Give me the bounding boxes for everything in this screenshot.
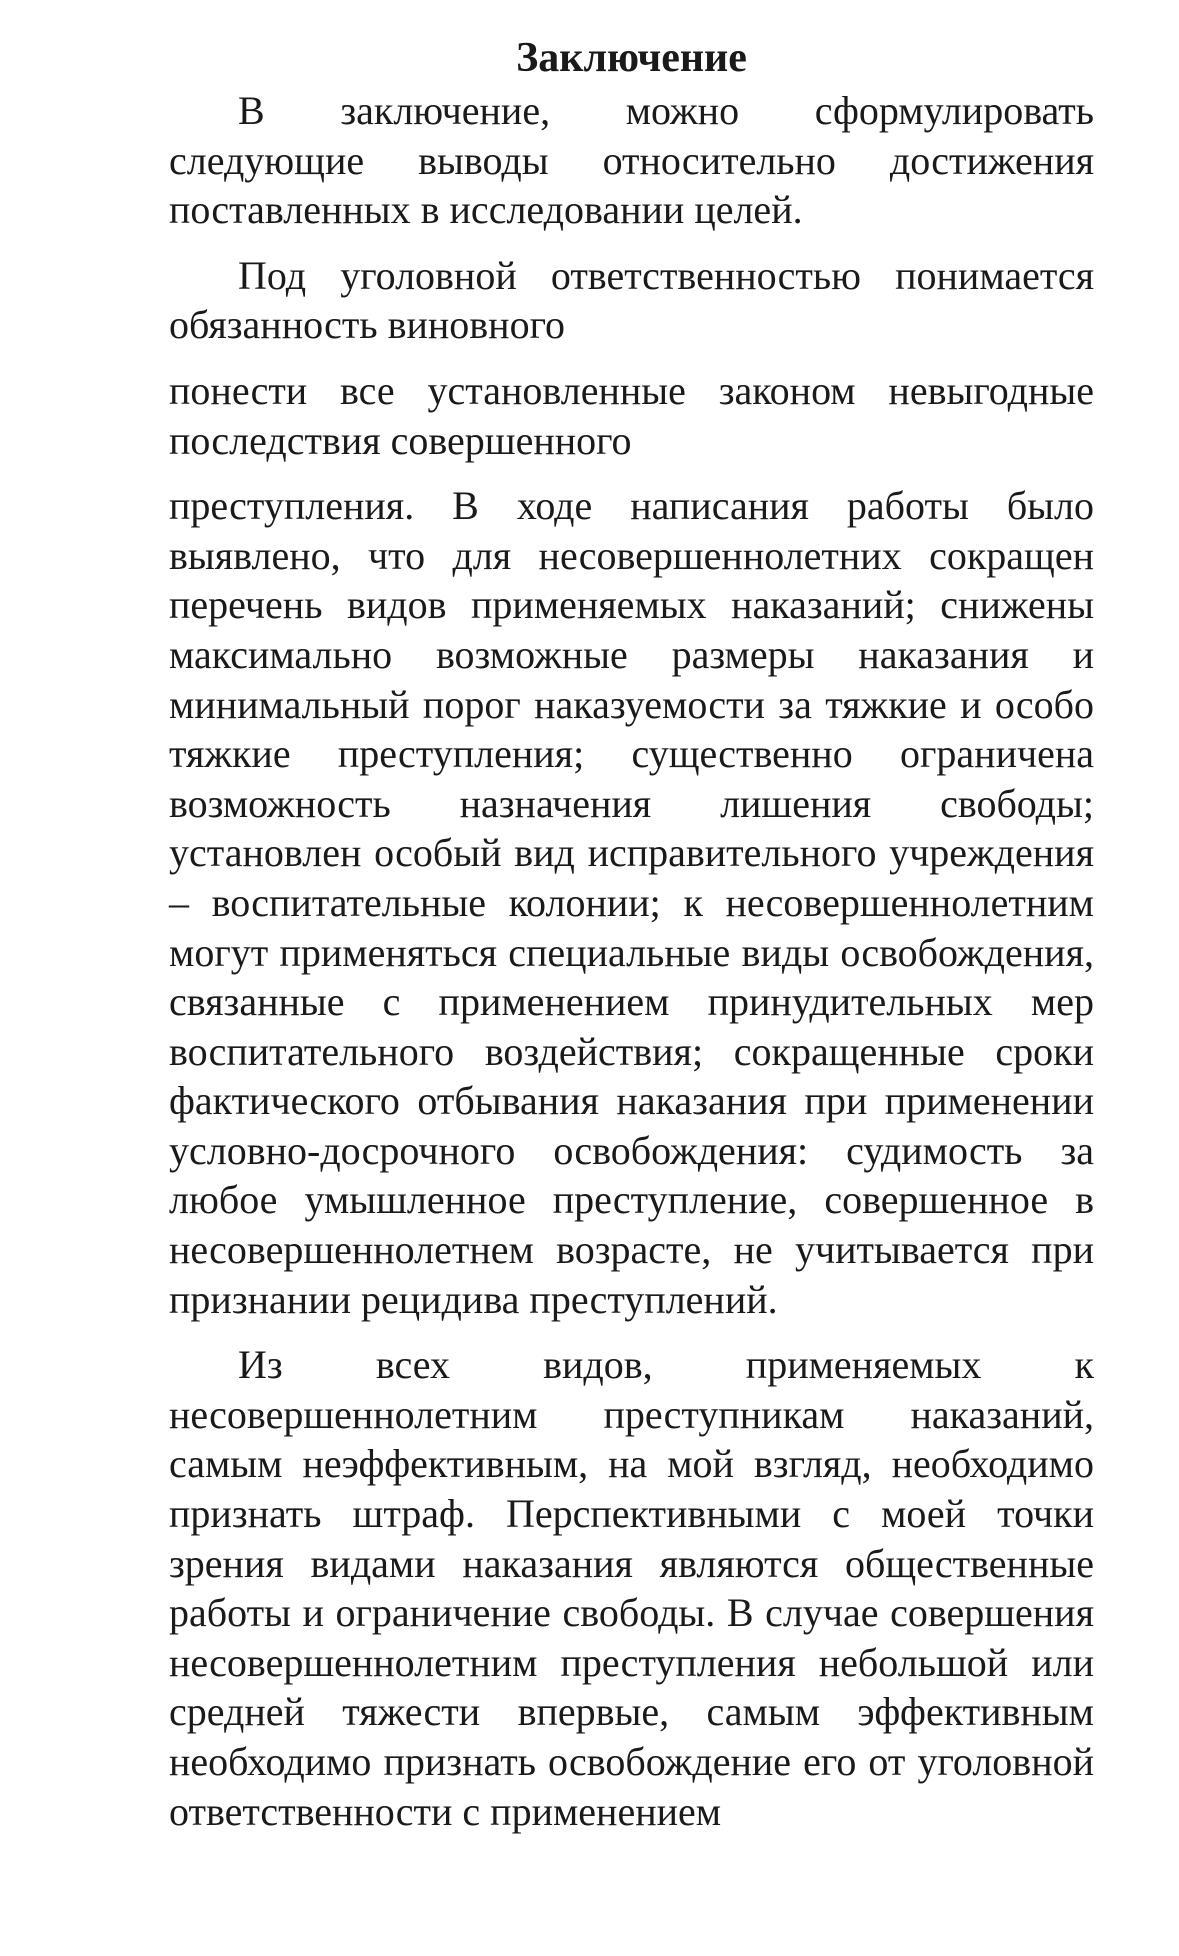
paragraph-definition-continued: понести все установленные законом невыгодные последствия совершенного [169, 367, 1094, 463]
document-page [169, 30, 1094, 1836]
paragraph-definition: Под уголовной ответственностью понимается обязанность виновного [169, 252, 1094, 348]
paragraph-intro: В заключение, можно сформулировать следующие выводы относительно достижения поставленных в исследовании целей. [169, 88, 1094, 233]
paragraph-punishments: Из всех видов, применяемых к несовершеннолетним преступникам наказаний, самым неэффективным, на мой взгляд, необходимо признать штраф. Перспективными с моей точки зрения видами наказания являются общественные работы и ограничение свободы. В случае совершения несовершеннолетним преступления небольшой или средней тяжести впервые, самым эффективным необходимо признать освобождение его от уголовной ответственности с применением [169, 1342, 1094, 1834]
document-title: Заключение [516, 35, 747, 81]
paragraph-findings: преступления. В ходе написания работы было выявлено, что для несовершеннолетних сокращен перечень видов применяемых наказаний; снижены максимально возможные размеры наказания и минимальный порог наказуемости за тяжкие и особо тяжкие преступления; существенно ограничена возможность назначения лишения свободы; установлен особый вид исправительного учреждения – воспитательные колонии; к несовершеннолетним могут применяться специальные виды освобождения, связанные с применением принудительных мер воспитательного воздействия; сокращенные сроки фактического отбывания наказания при применении условно-досрочного освобождения: судимость за любое умышленное преступление, совершенное в несовершеннолетнем возрасте, не учитывается при признании рецидива преступлений. [169, 483, 1094, 1322]
